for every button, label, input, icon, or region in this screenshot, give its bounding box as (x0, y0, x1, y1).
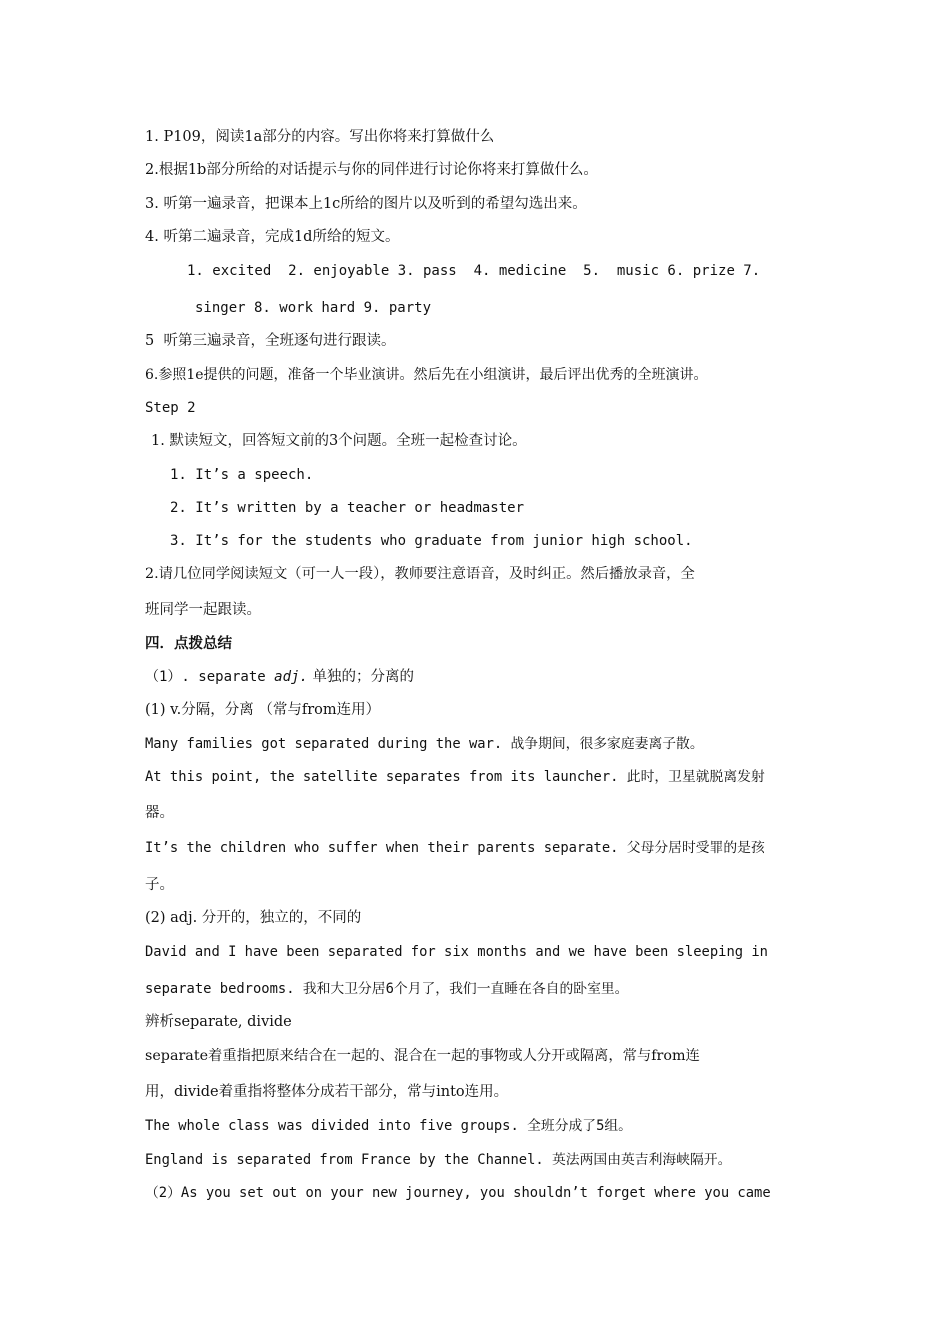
text-line: Many families got separated during the war. 战争期间，很多家庭妻离子散。 (145, 736, 704, 752)
text-line: 子。 (145, 877, 174, 893)
text-line: （2）As you set out on your new journey, you shouldn’t forget where you came (145, 1185, 771, 1201)
answer-line: 1. It’s a speech. (170, 467, 314, 483)
text-line: 用，divide着重指将整体分成若干部分，常与into连用。 (145, 1084, 509, 1100)
text-line (145, 667, 414, 687)
text-line: separate bedrooms. 我和大卫分居6个月了，我们一直睡在各自的卧室里。 (145, 981, 629, 997)
answer-line: 2. It’s written by a teacher or headmaster (170, 500, 525, 516)
text-line: The whole class was divided into five groups. 全班分成了5组。 (145, 1118, 632, 1134)
text-line: 5 听第三遍录音，全班逐句进行跟读。 (145, 333, 396, 349)
text-line: 班同学一起跟读。 (145, 602, 261, 618)
answer-line: singer 8. work hard 9. party (195, 300, 432, 316)
text-line: 2.请几位同学阅读短文（可一人一段），教师要注意语音，及时纠正。然后播放录音，全 (145, 566, 695, 582)
text-line: 辨析separate, divide (145, 1014, 292, 1030)
text-line: 1. 默读短文，回答短文前的3个问题。全班一起检查讨论。 (151, 433, 527, 449)
text-line: At this point, the satellite separates from its launcher. 此时，卫星就脱离发射 (145, 769, 765, 785)
text-line: 6.参照1e提供的问题，准备一个毕业演讲。然后先在小组演讲，最后评出优秀的全班演讲。 (145, 367, 708, 383)
text-line: (1) v.分隔，分离 （常与from连用） (145, 702, 381, 718)
text-line: 器。 (145, 805, 174, 821)
text-span: 单独的；分离的 (307, 669, 414, 685)
text-line: England is separated from France by the Channel. 英法两国由英吉利海峡隔开。 (145, 1152, 732, 1168)
text-line: 1. P109，阅读1a部分的内容。写出你将来打算做什么 (145, 129, 495, 145)
answer-line: 1. excited 2. enjoyable 3. pass 4. medicine 5. music 6. prize 7. (187, 263, 761, 279)
text-line: 2.根据1b部分所给的对话提示与你的同伴进行讨论你将来打算做什么。 (145, 162, 598, 178)
text-line: David and I have been separated for six months and we have been sleeping in (145, 944, 768, 960)
text-line: separate着重指把原来结合在一起的、混合在一起的事物或人分开或隔离，常与from连 (145, 1048, 700, 1064)
text-span: （1）. separate (145, 669, 275, 685)
section-heading: 四．点拨总结 (145, 635, 232, 652)
step-heading: Step 2 (145, 400, 196, 416)
text-line: It’s the children who suffer when their parents separate. 父母分居时受罪的是孩 (145, 840, 765, 856)
text-line: 3. 听第一遍录音，把课本上1c所给的图片以及听到的希望勾选出来。 (145, 196, 587, 212)
text-span: adj. (274, 669, 308, 685)
text-line: 4. 听第二遍录音，完成1d所给的短文。 (145, 229, 400, 245)
answer-line: 3. It’s for the students who graduate from junior high school. (170, 533, 693, 549)
text-line: (2) adj. 分开的，独立的，不同的 (145, 910, 362, 926)
